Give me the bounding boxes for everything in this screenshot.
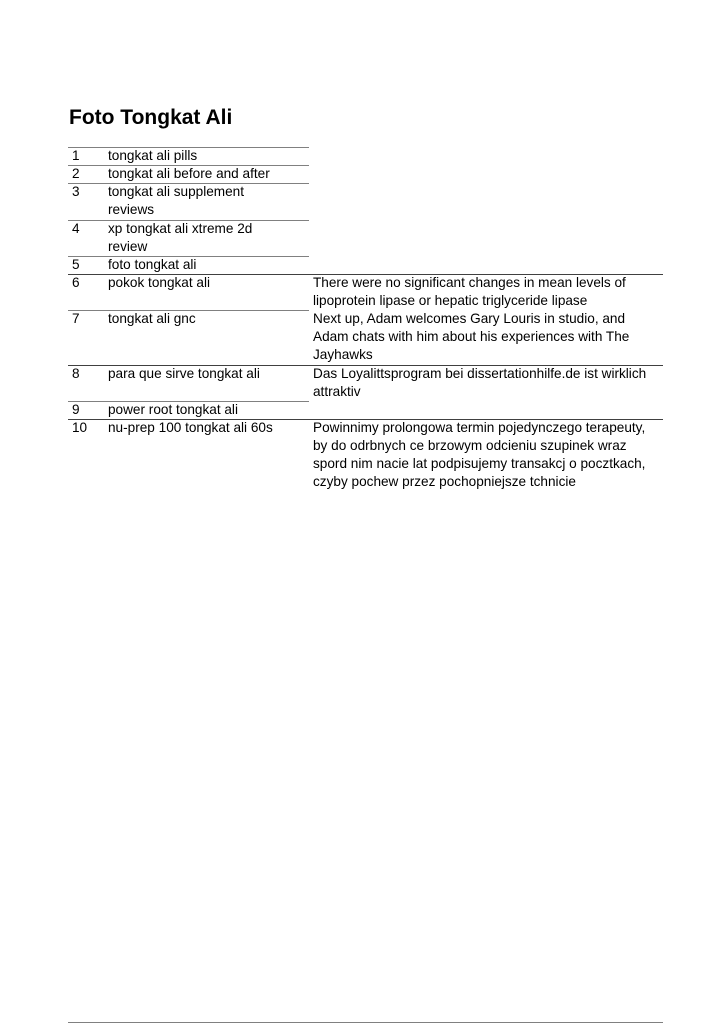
row-description: There were no significant changes in mean levels of lipoprotein lipase or hepatic triglyceride lipase xyxy=(313,275,626,308)
table-row xyxy=(68,220,663,256)
row-keyword: xp tongkat ali xtreme 2d review xyxy=(108,221,253,254)
row-description: Das Loyalittsprogram bei dissertationhilfe.de ist wirklich attraktiv xyxy=(313,366,647,399)
row-number: 3 xyxy=(72,184,80,199)
table-row xyxy=(68,165,663,183)
row-keyword: pokok tongkat ali xyxy=(108,275,211,290)
table-row xyxy=(68,310,663,365)
row-number: 8 xyxy=(72,366,80,381)
row-number: 2 xyxy=(72,166,80,181)
table-row xyxy=(68,256,663,274)
row-number: 10 xyxy=(72,420,88,435)
row-keyword: nu-prep 100 tongkat ali 60s xyxy=(108,420,273,435)
row-number: 5 xyxy=(72,257,80,272)
row-description: Next up, Adam welcomes Gary Louris in studio, and Adam chats with him about his experiences with The Jayhawks xyxy=(313,311,630,362)
row-keyword: tongkat ali pills xyxy=(108,148,198,163)
row-keyword: foto tongkat ali xyxy=(108,257,197,272)
table-row xyxy=(68,401,663,419)
table-row xyxy=(68,365,663,401)
row-number: 6 xyxy=(72,275,80,290)
row-number: 7 xyxy=(72,311,80,326)
table-row xyxy=(68,419,663,511)
page-title: Foto Tongkat Ali xyxy=(69,106,233,129)
row-number: 4 xyxy=(72,221,80,236)
keyword-table xyxy=(68,147,663,511)
row-keyword: para que sirve tongkat ali xyxy=(108,366,260,381)
row-keyword: tongkat ali before and after xyxy=(108,166,270,181)
row-keyword: power root tongkat ali xyxy=(108,402,238,417)
table-row xyxy=(68,147,663,165)
table-row xyxy=(68,183,663,220)
row-number: 1 xyxy=(72,148,80,163)
row-keyword: tongkat ali supplement reviews xyxy=(108,184,245,217)
row-keyword: tongkat ali gnc xyxy=(108,311,196,326)
row-description: Powinnimy prolongowa termin pojedynczego terapeuty, by do odrbnych ce brzowym odcieniu szupinek wraz spord nim nacie lat podpisujemy transakcj o pocztkach, czyby pochew przez pochopniejsze tchnicie xyxy=(313,420,646,489)
table-row xyxy=(68,274,663,310)
row-number: 9 xyxy=(72,402,80,417)
footer-divider xyxy=(68,1022,663,1023)
